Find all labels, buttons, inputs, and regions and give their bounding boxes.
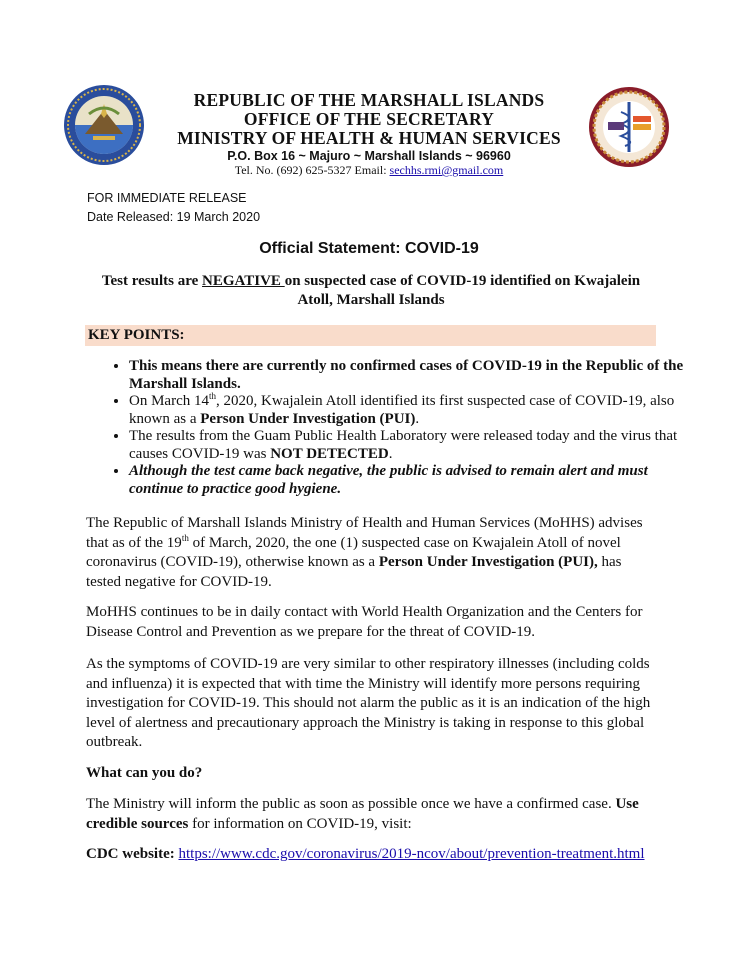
key-point-2-bold: Person Under Investigation (PUI) <box>200 410 416 427</box>
key-point-3-bold: NOT DETECTED <box>270 445 389 462</box>
cdc-website-link[interactable]: https://www.cdc.gov/coronavirus/2019-ncov/about/prevention-treatment.html <box>178 846 645 862</box>
paragraph-contact-who: MoHHS continues to be in daily contact with World Health Organization and the Centers for Disease Control and Prevention as we prepare for the threat of COVID-19. <box>86 604 643 640</box>
what-can-you-do-heading: What can you do? <box>86 765 203 781</box>
header-address: P.O. Box 16 ~ Majuro ~ Marshall Islands ~ 96960 <box>227 149 511 163</box>
key-point-4: • Although the test came back negative, the public is advised to remain alert and must continue to practice good hygiene. <box>129 463 699 498</box>
header-republic: REPUBLIC OF THE MARSHALL ISLANDS <box>193 90 545 110</box>
key-points-list <box>86 358 699 498</box>
email-link[interactable]: sechhs.rmi@gmail.com <box>389 163 504 177</box>
header-office: OFFICE OF THE SECRETARY <box>243 109 495 129</box>
header-contact <box>0 163 738 178</box>
key-point-3-end: . <box>388 445 393 462</box>
key-point-1: • This means there are currently no confirmed cases of COVID-19 in the Republic of the Marshall Islands. <box>129 358 699 393</box>
paragraph-inform-a: The Ministry will inform the public as soon as possible once we have a confirmed case. <box>86 796 616 812</box>
cdc-website-label: CDC website: <box>86 846 179 862</box>
paragraph-advisory-c: has tested negative for COVID-19. <box>86 554 622 590</box>
key-points-label: KEY POINTS: <box>88 327 185 343</box>
official-statement-title: Official Statement: COVID-19 <box>259 240 479 257</box>
release-immediate: FOR IMMEDIATE RELEASE <box>87 191 247 205</box>
paragraph-inform <box>86 795 658 834</box>
subtitle-negative: NEGATIVE <box>202 273 285 289</box>
key-point-2 <box>129 393 699 428</box>
paragraph-advisory-b: of March, 2020, the one (1) suspected case on Kwajalein Atoll of novel coronavirus (COVID-19), otherwise known as a <box>86 534 621 570</box>
key-point-2-text: On March 14 <box>129 393 209 409</box>
key-points-bar <box>85 325 656 346</box>
paragraph-advisory-a: The Republic of Marshall Islands Ministry of Health and Human Services (MoHHS) advises that as of the 19 <box>86 515 643 551</box>
paragraph-inform-bold: Use credible sources <box>86 796 639 832</box>
key-point-2-end: . <box>415 410 420 427</box>
cdc-website-line <box>86 845 686 865</box>
paragraph-advisory-bold: Person Under Investigation (PUI), <box>378 554 598 570</box>
subtitle-post: on suspected case of COVID-19 identified on Kwajalein Atoll, Marshall Islands <box>284 273 641 308</box>
subtitle <box>86 272 656 310</box>
subtitle-pre: Test results are <box>101 273 203 289</box>
release-date: Date Released: 19 March 2020 <box>87 210 261 224</box>
header-tel: Tel. No. (692) 625-5327 Email: <box>234 163 390 177</box>
key-point-2-text-b: , 2020, Kwajalein Atoll identified its first suspected case of COVID-19, also known as a <box>129 393 675 427</box>
key-point-2-sup: th <box>208 391 216 401</box>
key-point-3-text: The results from the Guam Public Health Laboratory were released today and the virus that causes COVID-19 was <box>129 428 678 462</box>
paragraph-advisory <box>86 514 658 592</box>
paragraph-inform-b: for information on COVID-19, visit: <box>188 815 412 832</box>
header-ministry: MINISTRY OF HEALTH & HUMAN SERVICES <box>177 128 561 148</box>
paragraph-symptoms: As the symptoms of COVID-19 are very similar to other respiratory illnesses (including colds and influenza) it is expected that with time the Ministry will identify more persons requiring investigation for COVID-19. This should not alarm the public as it is an indication of the high level of alertness and precautionary approach the Ministry is taking in response to this global outbreak. <box>86 656 651 750</box>
key-point-3 <box>129 428 699 463</box>
paragraph-advisory-sup: th <box>181 532 189 543</box>
